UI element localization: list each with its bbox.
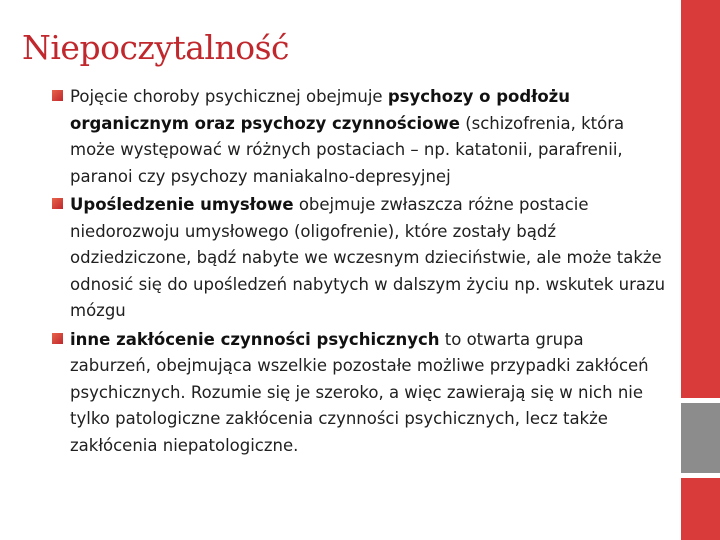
bullet-text-bold: Upośledzenie umysłowe <box>70 195 294 214</box>
bullet-text-bold: inne zakłócenie czynności psychicznych <box>70 329 440 349</box>
bullet-text-part: (schizofrenia, która może występować w różnych postaciach – np. katatonii, parafrenii, paranoi czy psychozy maniakalno-depresyjnej <box>70 113 625 186</box>
bullet-text-part: to otwarta grupa zaburzeń, obejmująca wszelkie pozostałe możliwe przypadki zakłóceń psychicznych. Rozumie się je szeroko, a więc zawierają się w nich nie tylko patologiczne zakłócenia czynności psychicznych, lecz także zakłócenia niepatologiczne. <box>70 329 649 455</box>
bullet-square-icon <box>52 90 63 101</box>
red-accent-bar-bottom <box>681 478 720 540</box>
bullet-square-icon <box>52 198 63 209</box>
bullet-text-part: obejmuje zwłaszcza różne postacie niedorozwoju umysłowego (oligofrenie), które zostały bądź odziedziczone, bądź nabyte we wczesnym dzieciństwie, ale może także odnosić się do upośledzeń nabytych w dalszym życiu np. wskutek urazu mózgu <box>70 195 666 320</box>
bullet-list <box>52 84 667 461</box>
slide-title: Niepoczytalność <box>22 28 289 67</box>
gray-accent-bar <box>681 403 720 473</box>
bullet-text <box>70 195 665 320</box>
bullet-item <box>52 327 667 460</box>
red-accent-bar-top <box>681 0 720 398</box>
bullet-text-part: Pojęcie choroby psychicznej obejmuje <box>70 87 388 106</box>
bullet-item <box>52 84 667 190</box>
bullet-item <box>52 192 667 325</box>
bullet-square-icon <box>52 333 63 344</box>
bullet-text-bold: psychozy o podłożu organicznym oraz psychozy czynnościowe <box>70 87 571 133</box>
bullet-text <box>70 87 624 186</box>
bullet-text <box>70 330 649 455</box>
